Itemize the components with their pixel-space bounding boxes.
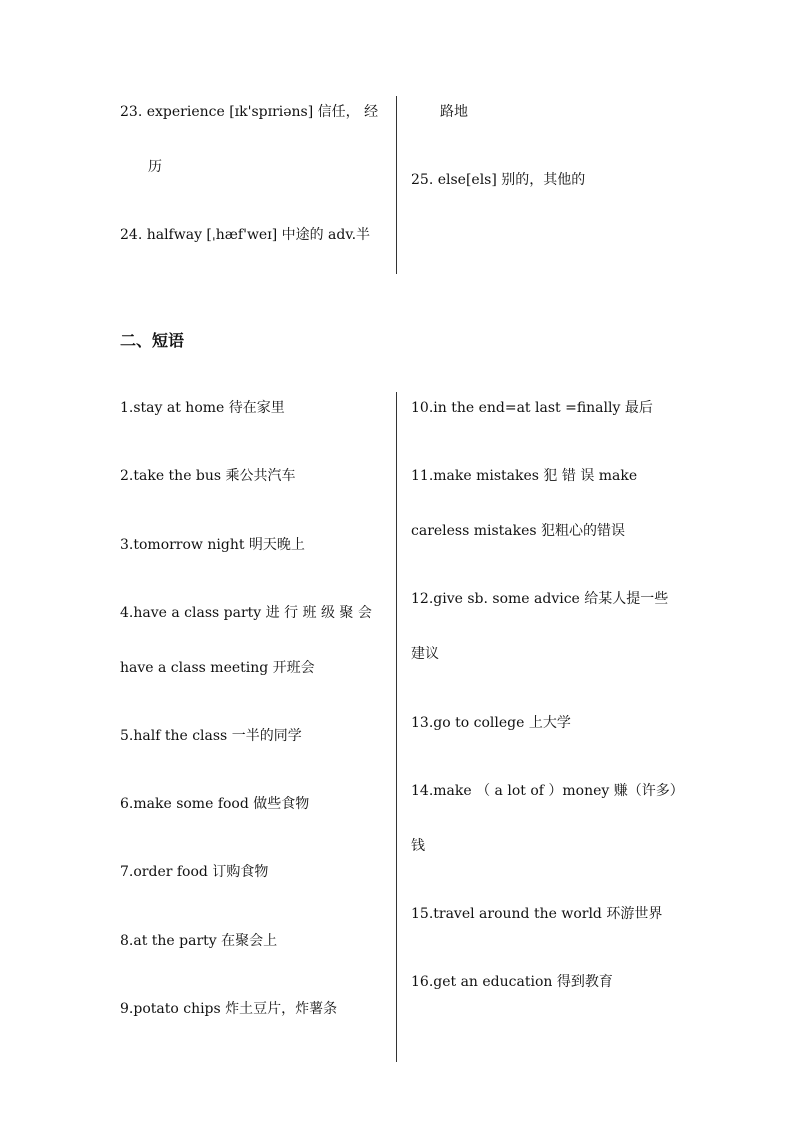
phrase-item-7: 7.order food 订购食物 — [120, 864, 269, 880]
column-divider-top — [396, 96, 397, 274]
phrase-item-9: 9.potato chips 炸土豆片，炸薯条 — [120, 1001, 338, 1017]
phrase-item-12: 12.give sb. some advice 给某人提一些 — [411, 591, 669, 607]
vocab-item-24: 24. halfway [ˌhæf'weɪ] 中途的 adv.半 — [120, 227, 371, 243]
phrase-item-12-continued: 建议 — [411, 646, 439, 662]
phrase-item-14-continued: 钱 — [411, 838, 425, 854]
phrase-item-16: 16.get an education 得到教育 — [411, 974, 613, 990]
phrase-item-6: 6.make some food 做些食物 — [120, 796, 310, 812]
vocab-item-25: 25. else[els] 别的，其他的 — [411, 172, 586, 188]
phrase-item-10: 10.in the end=at last =finally 最后 — [411, 400, 653, 416]
column-divider-phrases — [396, 392, 397, 1062]
phrase-item-14: 14.make （ a lot of ）money 赚（许多） — [411, 783, 684, 799]
vocab-item-24-continued: 路地 — [440, 104, 468, 120]
phrase-item-13: 13.go to college 上大学 — [411, 715, 571, 731]
phrase-item-2: 2.take the bus 乘公共汽车 — [120, 468, 296, 484]
phrase-item-4: 4.have a class party 进 行 班 级 聚 会 — [120, 605, 372, 621]
vocab-item-23: 23. experience [ɪk'spɪriəns] 信任， 经 — [120, 104, 379, 120]
section-heading-phrases: 二、短语 — [120, 331, 185, 350]
phrase-item-3: 3.tomorrow night 明天晚上 — [120, 537, 305, 553]
vocab-item-23-continued: 历 — [148, 159, 162, 175]
phrase-item-1: 1.stay at home 待在家里 — [120, 400, 285, 416]
phrase-item-8: 8.at the party 在聚会上 — [120, 933, 278, 949]
phrase-item-15: 15.travel around the world 环游世界 — [411, 906, 663, 922]
phrase-item-5: 5.half the class 一半的同学 — [120, 728, 302, 744]
phrase-item-11: 11.make mistakes 犯 错 误 make — [411, 468, 638, 484]
phrase-item-11-continued: careless mistakes 犯粗心的错误 — [411, 523, 626, 539]
phrase-item-4-continued: have a class meeting 开班会 — [120, 660, 315, 676]
